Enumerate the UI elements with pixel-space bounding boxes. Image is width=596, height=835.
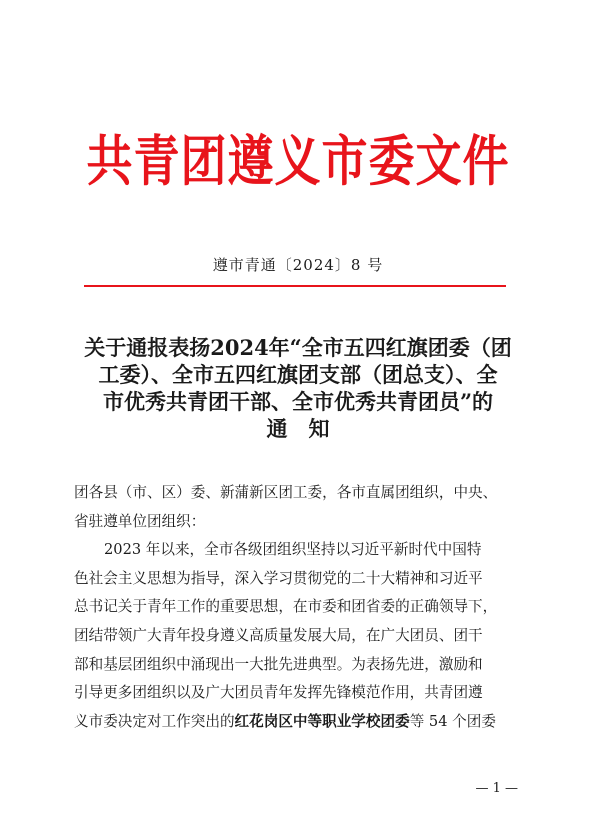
title-line: 关于通报表扬2024年“全市五四红旗团委（团 bbox=[84, 335, 512, 360]
paragraph-line: 2023 年以来，全市各级团组织坚持以习近平新时代中国特 bbox=[104, 541, 482, 559]
masthead-title: 共青团遵义市委文件 bbox=[86, 129, 510, 193]
paragraph-line: 色社会主义思想为指导，深入学习贯彻党的二十大精神和习近平 bbox=[74, 569, 483, 587]
page-number: — 1 — bbox=[475, 781, 518, 796]
paragraph-line: 总书记关于青年工作的重要思想，在市委和团省委的正确领导下， bbox=[74, 598, 498, 616]
paragraph-text: 等 54 个团委 bbox=[409, 712, 496, 730]
notice-body bbox=[74, 479, 526, 736]
title-line: 通 知 bbox=[266, 416, 330, 441]
notice-title bbox=[66, 334, 530, 442]
addressee-line: 团各县（市、区）委、新蒲新区团工委，各市直属团组织，中央、 bbox=[74, 484, 498, 501]
title-line: 工委）、全市五四红旗团支部（团总支）、全 bbox=[98, 362, 498, 387]
document-number: 遵市青通〔2024〕8 号 bbox=[212, 256, 384, 274]
paragraph-line: 团结带领广大青年投身遵义高质量发展大局，在广大团员、团干 bbox=[74, 626, 483, 644]
paragraph-line: 部和基层团组织中涌现出一大批先进典型。为表扬先进，激励和 bbox=[74, 655, 483, 673]
paragraph-text: 义市委决定对工作突出的 bbox=[74, 712, 235, 730]
emphasized-unit-name: 红花岗区中等职业学校团委 bbox=[234, 712, 410, 730]
title-line: 市优秀共青团干部、全市优秀共青团员”的 bbox=[102, 389, 494, 414]
addressee-line: 省驻遵单位团组织： bbox=[74, 512, 206, 530]
paragraph-line-last bbox=[74, 708, 526, 737]
red-divider-line bbox=[84, 285, 506, 287]
paragraph-line: 引导更多团组织以及广大团员青年发挥先锋模范作用，共青团遵 bbox=[74, 684, 483, 702]
